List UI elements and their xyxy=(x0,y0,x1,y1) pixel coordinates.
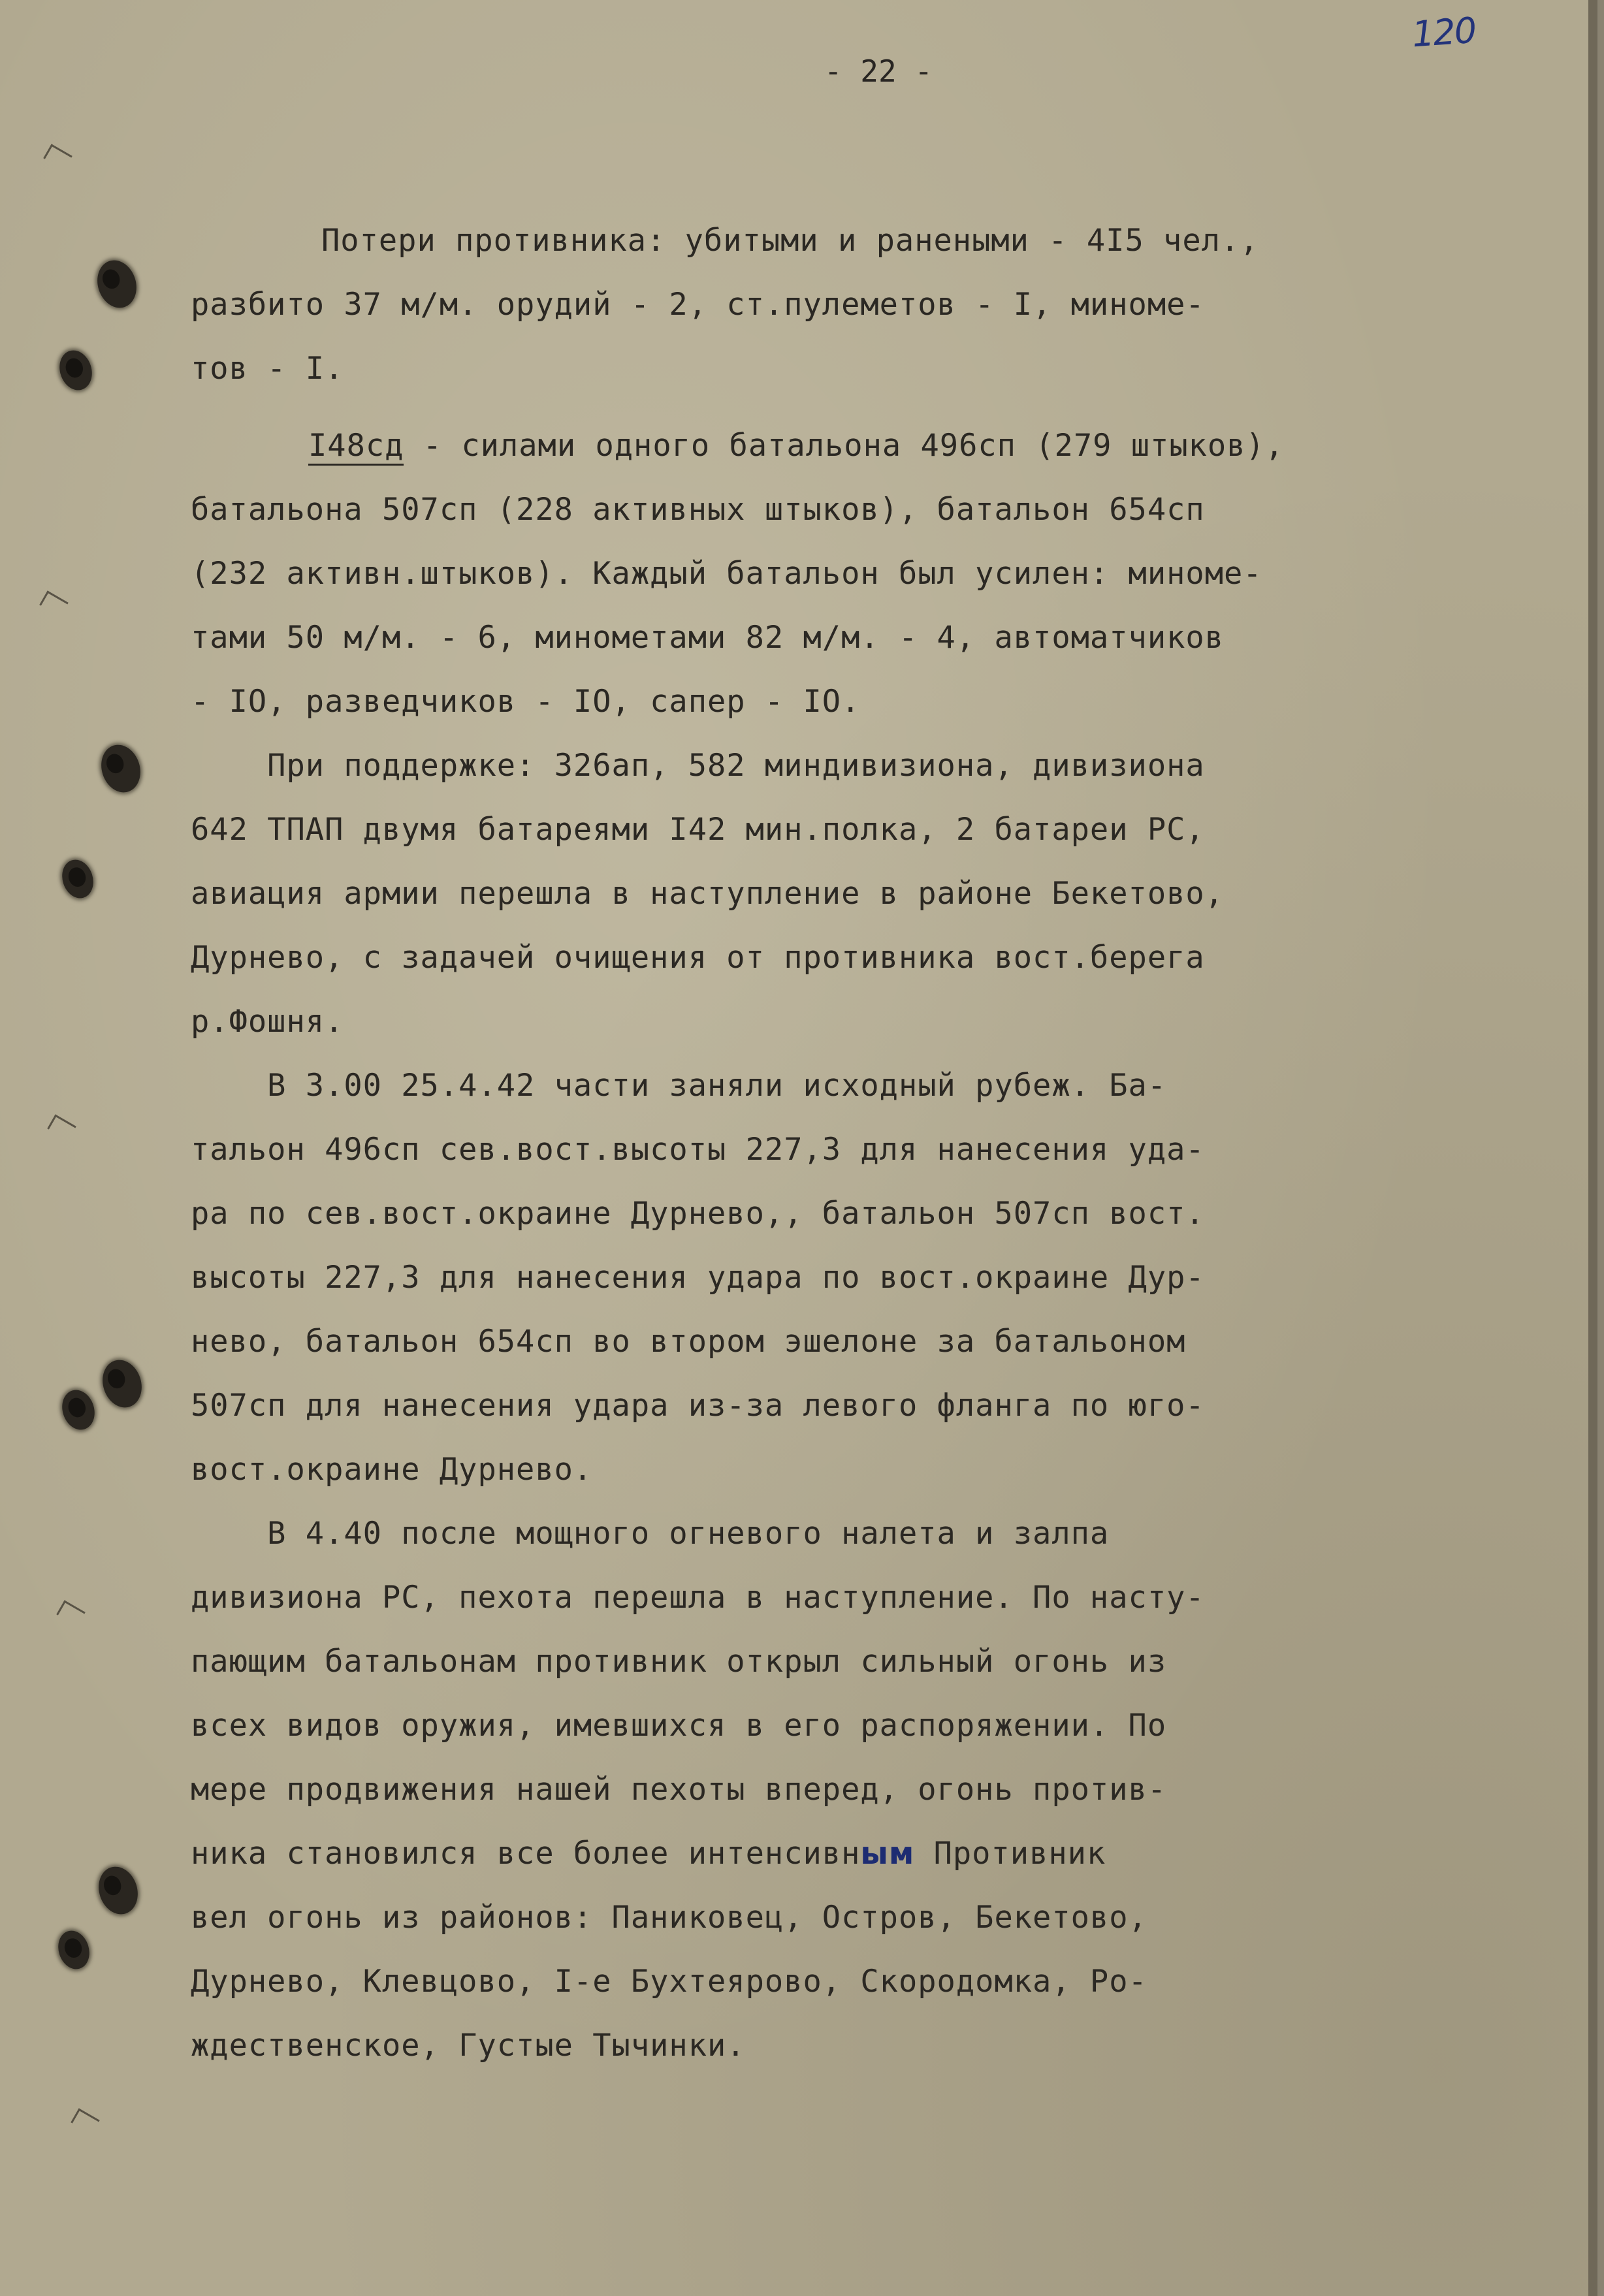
text-line: В 3.00 25.4.42 части заняли исходный рубеж. Ба- xyxy=(191,1068,1167,1104)
paper-edge xyxy=(1588,0,1597,2296)
text-line: Дурнево, с задачей очищения от противника вост.берега xyxy=(191,940,1205,976)
text-line: В 4.40 после мощного огневого налета и залпа xyxy=(191,1516,1110,1552)
text-line: мере продвижения нашей пехоты вперед, огонь против- xyxy=(191,1772,1167,1808)
punch-hole xyxy=(95,740,146,797)
paper-nick xyxy=(39,590,69,616)
text-line: всех видов оружия, имевшихся в его распоряжении. По xyxy=(191,1708,1167,1744)
text-line: батальона 507сп (228 активных штыков), батальон 654сп xyxy=(191,492,1205,528)
text-line: дивизиона РС, пехота перешла в наступление. По насту- xyxy=(191,1580,1205,1616)
text-line: тами 50 м/м. - 6, минометами 82 м/м. - 4, автоматчиков xyxy=(191,620,1225,656)
handwritten-correction: ым xyxy=(860,1836,915,1872)
page-number: - 22 - xyxy=(824,54,933,89)
folio-number: 120 xyxy=(1410,9,1477,56)
text-line: 642 ТПАП двумя батареями I42 мин.полка, 2 батареи РС, xyxy=(191,812,1205,848)
paper-nick xyxy=(56,1600,86,1626)
text-line: Потери противника: убитыми и ранеными - 4I5 чел., xyxy=(321,223,1259,259)
text-line: 507сп для нанесения удара из-за левого фланга по юго- xyxy=(191,1388,1205,1424)
text-line: высоты 227,3 для нанесения удара по вост.окраине Дур- xyxy=(191,1260,1205,1296)
punch-hole xyxy=(57,855,98,902)
text-line: вел огонь из районов: Паниковец, Остров, Бекетово, xyxy=(191,1900,1147,1936)
text-line: р.Фошня. xyxy=(191,1004,344,1040)
text-line: разбито 37 м/м. орудий - 2, ст.пулеметов - I, миноме- xyxy=(191,287,1205,323)
punch-hole xyxy=(93,1862,144,1919)
paper-nick xyxy=(43,144,72,170)
unit-label: I48сд xyxy=(308,428,404,466)
text-line: тальон 496сп сев.вост.высоты 227,3 для нанесения уда- xyxy=(191,1132,1205,1168)
text-line: вост.окраине Дурнево. xyxy=(191,1452,593,1488)
punch-hole xyxy=(54,1926,94,1973)
document-body xyxy=(191,209,1432,2078)
text-fragment: - силами одного батальона 496сп (279 штыков), xyxy=(404,428,1285,464)
punch-hole xyxy=(91,255,142,313)
text-fragment: ника становился все более интенсивн xyxy=(191,1836,861,1872)
text-line: (232 активн.штыков). Каждый батальон был усилен: миноме- xyxy=(191,556,1262,592)
punch-hole xyxy=(97,1355,148,1412)
text-line: ра по сев.вост.окраине Дурнево,, батальон 507сп вост. xyxy=(191,1196,1205,1232)
text-line xyxy=(191,414,1432,478)
text-line: тов - I. xyxy=(191,351,344,387)
punch-hole xyxy=(57,1386,100,1434)
text-line: - IO, разведчиков - IO, сапер - IO. xyxy=(191,684,861,720)
text-fragment: Противник xyxy=(914,1836,1106,1872)
text-line: нево, батальон 654сп во втором эшелоне за батальоном xyxy=(191,1324,1186,1360)
text-line: ждественское, Густые Тычинки. xyxy=(191,2028,746,2064)
text-line: При поддержке: 326ап, 582 миндивизиона, дивизиона xyxy=(191,748,1205,784)
text-line xyxy=(191,1822,1432,1886)
text-line: Дурнево, Клевцово, I-е Бухтеярово, Скородомка, Ро- xyxy=(191,1964,1147,2000)
paper-nick xyxy=(47,1114,76,1140)
text-line: авиация армии перешла в наступление в районе Бекетово, xyxy=(191,876,1225,912)
paper-nick xyxy=(71,2108,100,2134)
punch-hole xyxy=(55,346,97,394)
text-line: пающим батальонам противник открыл сильный огонь из xyxy=(191,1644,1167,1680)
